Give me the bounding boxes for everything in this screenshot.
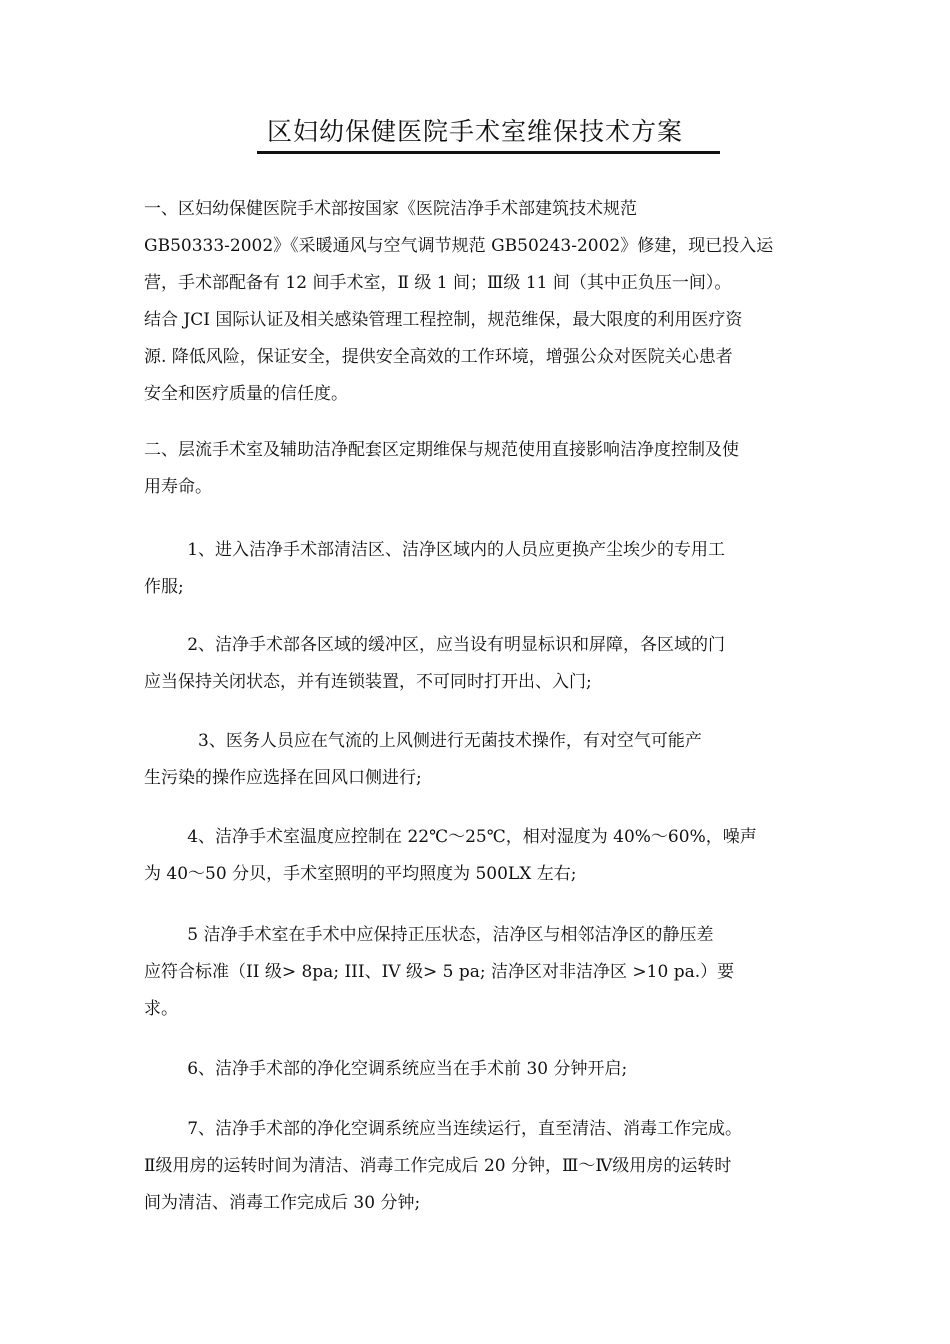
- paragraph-line: 4、洁净手术室温度应控制在 22℃～25℃，相对湿度为 40%～60%，噪声: [144, 827, 757, 847]
- paragraph-line: 5 洁净手术室在手术中应保持正压状态，洁净区与相邻洁净区的静压差: [144, 925, 714, 945]
- paragraph-line: GB50333-2002》《采暖通风与空气调节规范 GB50243-2002》修建，现已投入运: [144, 236, 774, 256]
- paragraph-line: Ⅱ级用房的运转时间为清洁、消毒工作完成后 20 分钟，Ⅲ～Ⅳ级用房的运转时: [144, 1156, 732, 1176]
- paragraph-item-1: [144, 532, 810, 606]
- paragraph-item-4: [144, 819, 810, 893]
- paragraph-item-2: [144, 627, 810, 701]
- paragraph-line: 为 40～50 分贝，手术室照明的平均照度为 500LX 左右;: [144, 864, 577, 884]
- paragraph-item-3: [144, 723, 810, 797]
- paragraph-line: 7、洁净手术部的净化空调系统应当连续运行，直至清洁、消毒工作完成。: [144, 1119, 743, 1139]
- paragraph-line: 6、洁净手术部的净化空调系统应当在手术前 30 分钟开启;: [144, 1059, 628, 1079]
- title-underline: [257, 151, 720, 154]
- paragraph-section-1: [144, 191, 810, 413]
- paragraph-line: 作服;: [144, 577, 184, 597]
- paragraph-line: 一、区妇幼保健医院手术部按国家《医院洁净手术部建筑技术规范: [144, 199, 637, 219]
- paragraph-line: 源. 降低风险，保证安全，提供安全高效的工作环境，增强公众对医院关心患者: [144, 347, 733, 367]
- paragraph-item-5: [144, 917, 810, 1028]
- paragraph-line: 2、洁净手术部各区域的缓冲区，应当设有明显标识和屏障，各区域的门: [144, 635, 726, 655]
- paragraph-line: 二、层流手术室及辅助洁净配套区定期维保与规范使用直接影响洁净度控制及使: [144, 440, 739, 460]
- paragraph-line: 求。: [144, 999, 178, 1019]
- paragraph-line: 安全和医疗质量的信任度。: [144, 384, 348, 404]
- paragraph-line: 用寿命。: [144, 477, 212, 497]
- paragraph-item-7: [144, 1111, 810, 1222]
- paragraph-line: 应符合标准（II 级> 8pa; III、IV 级> 5 pa; 洁净区对非洁净区 >10 pa.）要: [144, 962, 735, 982]
- paragraph-item-6: [144, 1051, 810, 1088]
- paragraph-line: 结合 JCI 国际认证及相关感染管理工程控制，规范维保，最大限度的利用医疗资: [144, 310, 743, 330]
- paragraph-line: 1、进入洁净手术部清洁区、洁净区域内的人员应更换产尘埃少的专用工: [144, 540, 726, 560]
- paragraph-line: 生污染的操作应选择在回风口侧进行;: [144, 768, 422, 788]
- paragraph-line: 应当保持关闭状态，并有连锁装置，不可同时打开出、入门;: [144, 672, 592, 692]
- document-title: 区妇幼保健医院手术室维保技术方案: [266, 117, 683, 146]
- paragraph-line: 营，手术部配备有 12 间手术室，Ⅱ 级 1 间；Ⅲ级 11 间（其中正负压一间）。: [144, 273, 732, 293]
- paragraph-line: 3、医务人员应在气流的上风侧进行无菌技术操作，有对空气可能产: [144, 731, 702, 751]
- paragraph-line: 间为清洁、消毒工作完成后 30 分钟;: [144, 1193, 421, 1213]
- paragraph-section-2: [144, 432, 810, 506]
